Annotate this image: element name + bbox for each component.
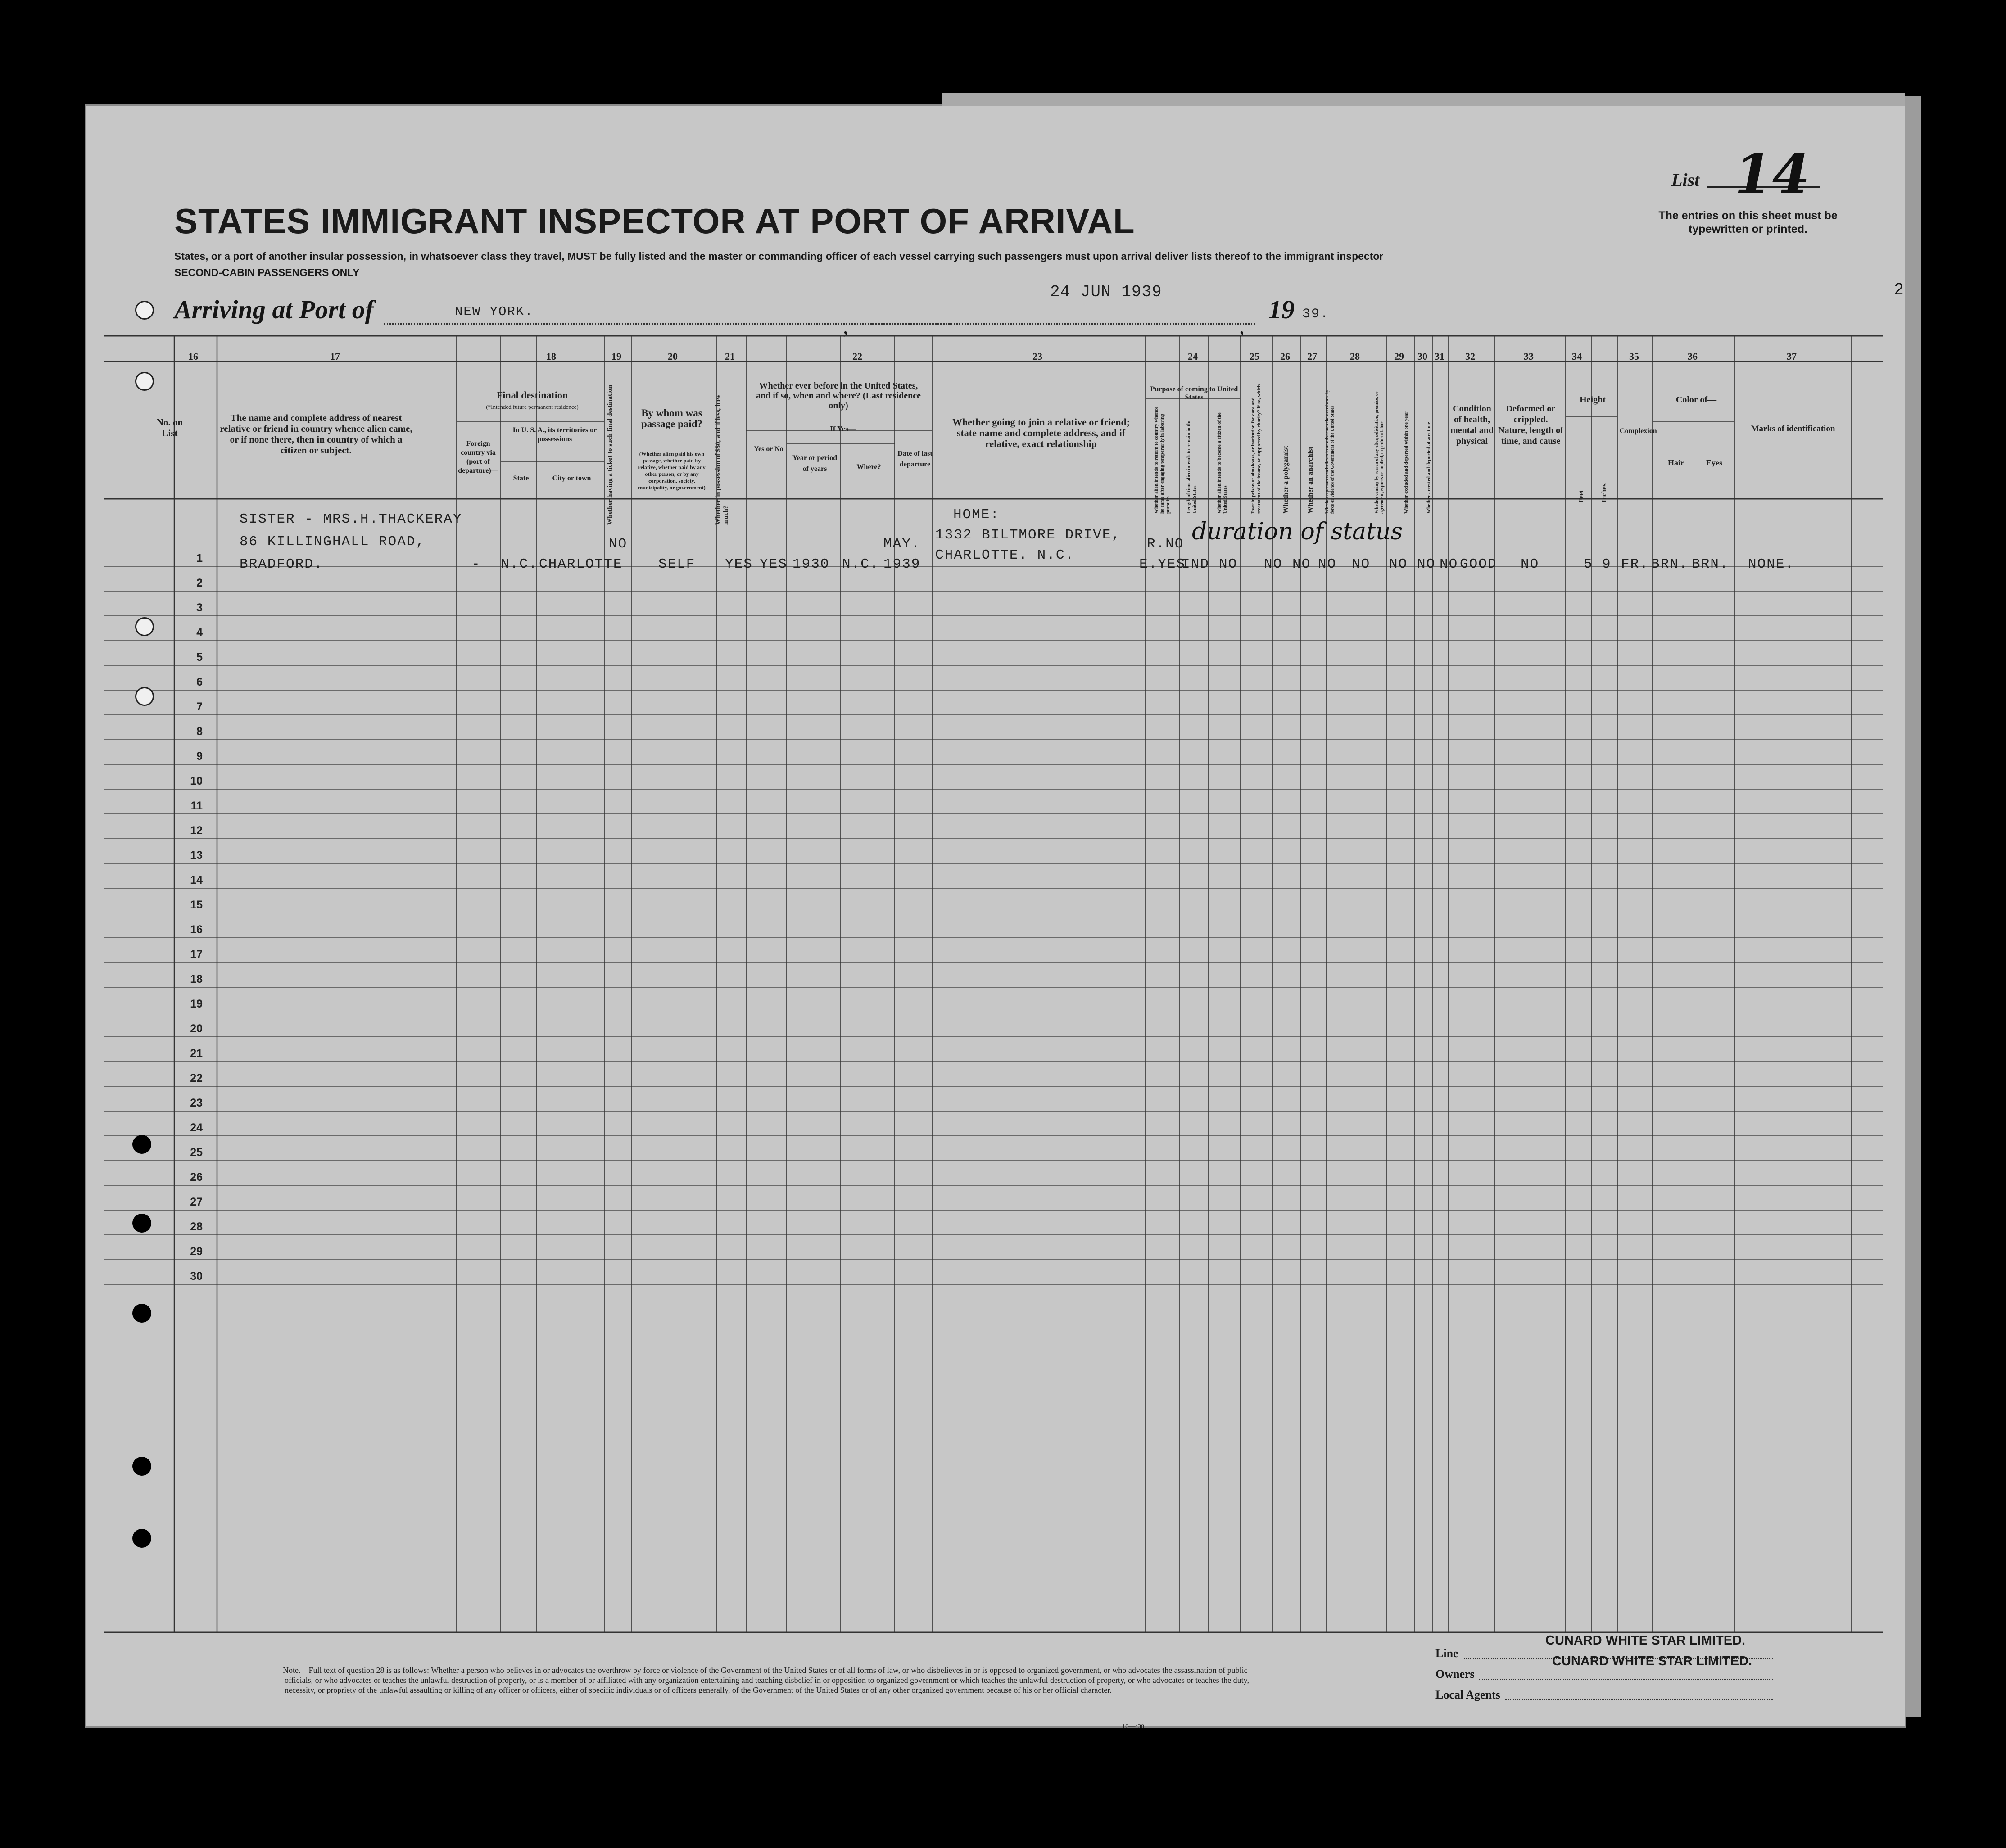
prison-value: NO	[1264, 556, 1283, 572]
column-number: 17	[330, 351, 340, 362]
owners-value: CUNARD WHITE STAR LIMITED.	[1552, 1654, 1752, 1668]
col-purpose-b: Length of time alien intends to remain in the United States	[1186, 420, 1197, 514]
foreign-country-value: -	[471, 556, 481, 572]
form-number: 16—430	[1122, 1723, 1144, 1730]
col-usa: In U. S. A., its territories or possessions	[512, 426, 597, 443]
col-state: State	[513, 474, 529, 482]
row-number: 22	[190, 1072, 203, 1084]
year-prefix: 19	[1268, 295, 1295, 324]
row-number: 6	[196, 676, 203, 688]
col-join-relative: Whether going to join a relative or friend; state name and complete address, and if relative, exact relationship	[952, 416, 1130, 449]
where-value: N.C.	[842, 556, 879, 572]
date-stamp: 24 JUN 1939	[1050, 283, 1162, 301]
col-deported: Whether arrested and deported at any time	[1426, 422, 1431, 514]
polygamist-value: NO	[1292, 556, 1311, 572]
column-number: 28	[1350, 351, 1360, 362]
deformed-value: NO	[1521, 556, 1540, 572]
col-year: Year or period of years	[792, 454, 837, 473]
column-number: 31	[1435, 351, 1445, 362]
row-number: 13	[190, 849, 203, 862]
column-number: 21	[725, 351, 735, 362]
binder-hole	[132, 1135, 151, 1154]
relative-line-1: SISTER - MRS.H.THACKERAY	[240, 511, 462, 527]
row-number: 27	[190, 1196, 203, 1208]
row-number: 8	[196, 725, 203, 738]
col-deformed: Deformed or crippled. Nature, length of time, and cause	[1498, 404, 1563, 446]
row-number: 17	[190, 948, 203, 961]
join-line-2: 1332 BILTMORE DRIVE,	[935, 527, 1121, 543]
col-where: Where?	[856, 463, 881, 471]
column-number: 22	[852, 351, 862, 362]
page-edge	[942, 93, 1905, 106]
col-if-yes: If Yes—	[830, 425, 856, 433]
column-number: 30	[1417, 351, 1427, 362]
column-number: 25	[1250, 351, 1259, 362]
handwritten-annotation: duration of status	[1192, 518, 1403, 545]
binder-hole	[135, 617, 154, 636]
column-number: 27	[1307, 351, 1317, 362]
row-number: 23	[190, 1097, 203, 1109]
col-prison: Ever in prison or almshouse, or institution for care and treatment of the insane, or supported by charity? If so, which	[1250, 384, 1262, 514]
ticket-value: NO	[609, 536, 628, 552]
col-passage-note: (Whether alien paid his own passage, whether paid by relative, whether paid by any other person, or by any corporation, society, municipality, or government)	[638, 451, 706, 491]
col-relative-header: The name and complete address of nearest relative or friend in country whence alien came, or if none there, then in country of which a citizen or subject.	[220, 412, 412, 456]
row-number: 30	[190, 1270, 203, 1283]
purpose-a-line-2: E.YES	[1139, 556, 1186, 572]
column-number: 20	[668, 351, 678, 362]
col-hair: Hair	[1668, 458, 1684, 467]
column-number: 37	[1787, 351, 1797, 362]
binder-hole	[132, 1457, 151, 1476]
column-number: 19	[611, 351, 621, 362]
footnote: Note.—Full text of question 28 is as follows: Whether a person who believes in or advocates the overthrow by force or violence of the Government of the United States or of all forms of law, or who disbelieves in or is opposed to organized government, or who advocates the assassination of public officials, or who advocates or teaches the unlawful destruction of property, or is a member of or affiliated with any organization entertaining and teaching disbelief in or opposition to organized government or which teaches the unlawful destruction of property, or who advocates or teaches the duty, necessity, or propriety of the unlawful assaulting or killing of any officer or officers, either of specific individuals or of officers generally, of the Government of the United States or of any other organized government because of his or her official character.	[283, 1666, 1249, 1694]
column-number: 33	[1524, 351, 1534, 362]
col-fifty-dollars: Whether in possession of $50, and if less, how much?	[715, 394, 729, 525]
column-number: 23	[1032, 351, 1042, 362]
column-number: 34	[1572, 351, 1582, 362]
binder-hole	[135, 687, 154, 706]
row-number: 4	[196, 626, 203, 639]
port-value: NEW YORK.	[455, 304, 534, 319]
typewritten-note: The entries on this sheet must be typewritten or printed.	[1658, 209, 1838, 235]
row-number: 29	[190, 1245, 203, 1258]
col-final-destination: Final destination	[496, 389, 568, 401]
col-ticket: Whether having a ticket to such final destination	[607, 385, 614, 525]
excluded-value: NO	[1417, 556, 1436, 572]
col-complexion: Complexion	[1620, 427, 1657, 435]
owners-underline	[1479, 1679, 1773, 1680]
row-number: 19	[190, 998, 203, 1010]
row-number: 26	[190, 1171, 203, 1184]
labor-value: NO	[1389, 556, 1408, 572]
class-line: SECOND-CABIN PASSENGERS ONLY	[174, 267, 360, 278]
overthrow-value: NO	[1352, 556, 1371, 572]
column-number: 16	[188, 351, 198, 362]
before-value: YES	[760, 556, 788, 572]
agents-underline	[1505, 1699, 1773, 1700]
col-date-departure: Date of last departure	[897, 450, 933, 468]
departure-month: MAY.	[883, 536, 921, 552]
col-excluded: Whether excluded and deported within one year	[1404, 411, 1409, 514]
col-passage: By whom was passage paid?	[641, 407, 703, 429]
col-labor: Whether coming by reason of any offer, solicitation, promise, or agreement, express or implied, to perform labor	[1374, 391, 1385, 514]
passage-value: SELF	[658, 556, 696, 572]
list-number: 14	[1734, 142, 1810, 206]
deported-value: NO	[1440, 556, 1458, 572]
manifest-sheet	[86, 106, 1905, 1730]
year-value: 1930	[792, 556, 830, 572]
fifty-value: YES	[725, 556, 753, 572]
hair-value: BRN.	[1651, 556, 1689, 572]
separator-comma: ,	[1239, 315, 1245, 339]
binder-hole	[132, 1214, 151, 1233]
state-value: N.C.	[501, 556, 538, 572]
binder-hole	[132, 1529, 151, 1548]
marks-value: NONE.	[1748, 556, 1795, 572]
separator-comma: ,	[843, 315, 848, 339]
col-overthrow: Whether a person who believes in or advocates the overthrow by force or violence of the Government of the United States	[1325, 390, 1335, 514]
row-number: 3	[196, 601, 203, 614]
line-label: Line	[1435, 1647, 1458, 1660]
inches-value: 9	[1602, 556, 1612, 572]
owners-label: Owners	[1435, 1667, 1475, 1681]
col-purpose-a: Whether alien intends to return to country whence he came after engaging temporarily in laboring pursuits	[1154, 407, 1171, 514]
relative-line-2: 86 KILLINGHALL ROAD,	[240, 534, 426, 550]
column-number: 32	[1465, 351, 1475, 362]
row-number: 5	[196, 651, 203, 664]
row-number: 2	[196, 577, 203, 589]
health-value: GOOD	[1460, 556, 1497, 572]
column-number: 36	[1688, 351, 1698, 362]
binder-hole	[135, 372, 154, 391]
column-number: 35	[1629, 351, 1639, 362]
row-number: 25	[190, 1146, 203, 1159]
purpose-c-value: NO	[1219, 556, 1238, 572]
row-number: 10	[190, 775, 203, 787]
row-number: 1	[196, 552, 203, 565]
row-number: 11	[190, 800, 203, 812]
city-value: CHARLOTTE	[539, 556, 623, 572]
col-feet: Feet	[1578, 490, 1585, 502]
join-line-1: HOME:	[953, 507, 1000, 523]
relative-line-3: BRADFORD.	[240, 556, 323, 572]
row-number: 28	[190, 1220, 203, 1233]
row-number: 16	[190, 923, 203, 936]
list-label: List	[1671, 170, 1700, 190]
col-ever-before: Whether ever before in the United States, and if so, when and where? (Last residence only)	[756, 381, 921, 411]
sheet-number: 2	[1894, 280, 1904, 298]
anarchist-value: NO	[1318, 556, 1337, 572]
instructions-line: States, or a port of another insular possession, in whatsoever class they travel, MUST be fully listed and the master or commanding officer of each vessel carrying such passengers must upon arrival deliver lists thereof to the immigrant inspector	[174, 250, 1384, 262]
purpose-b-value: IND	[1182, 556, 1209, 572]
agents-label: Local Agents	[1435, 1688, 1500, 1701]
col-purpose: Purpose of coming to United States	[1150, 385, 1238, 401]
col-foreign-country: Foreign country via (port of departure)—	[458, 440, 498, 474]
row-number: 15	[190, 899, 203, 911]
line-value: CUNARD WHITE STAR LIMITED.	[1545, 1633, 1746, 1648]
col-yes-no: Yes or No	[754, 445, 783, 453]
eyes-value: BRN.	[1692, 556, 1729, 572]
table-grid	[86, 106, 1905, 1726]
departure-year: 1939	[883, 556, 921, 572]
col-no-on-list: No. on List	[156, 417, 183, 438]
purpose-a-line-1: R.NO	[1147, 536, 1184, 552]
row-number: 21	[190, 1047, 203, 1060]
col-inches: Inches	[1601, 483, 1608, 502]
page-title: STATES IMMIGRANT INSPECTOR AT PORT OF ARRIVAL	[174, 201, 1135, 241]
arriving-label: Arriving at Port of	[174, 295, 374, 324]
row-number: 24	[190, 1121, 203, 1134]
row-number: 12	[190, 824, 203, 837]
col-final-destination-note: (*Intended future permanent residence)	[486, 403, 579, 410]
col-polygamist: Whether a polygamist	[1282, 446, 1290, 514]
column-number: 26	[1280, 351, 1290, 362]
column-number: 18	[546, 351, 556, 362]
binder-hole	[132, 1304, 151, 1323]
col-anarchist: Whether an anarchist	[1307, 447, 1314, 514]
page-edge	[1905, 96, 1921, 1717]
col-city: City or town	[552, 474, 591, 482]
feet-value: 5	[1584, 556, 1593, 572]
col-eyes: Eyes	[1706, 458, 1722, 467]
col-purpose-c: Whether alien intends to become a citizen of the United States	[1217, 412, 1228, 514]
column-number: 24	[1188, 351, 1198, 362]
col-color: Color of—	[1675, 395, 1717, 405]
column-number: 29	[1394, 351, 1404, 362]
row-number: 9	[196, 750, 203, 763]
complexion-value: FR.	[1621, 556, 1649, 572]
col-marks: Marks of identification	[1751, 424, 1835, 434]
col-health: Condition of health, mental and physical	[1450, 404, 1494, 446]
row-number: 7	[196, 700, 203, 713]
row-number: 14	[190, 874, 203, 886]
col-height: Height	[1580, 395, 1606, 405]
year-suffix: 39.	[1302, 307, 1330, 322]
row-number: 18	[190, 973, 203, 985]
join-line-3: CHARLOTTE. N.C.	[935, 547, 1075, 563]
row-number: 20	[190, 1022, 203, 1035]
